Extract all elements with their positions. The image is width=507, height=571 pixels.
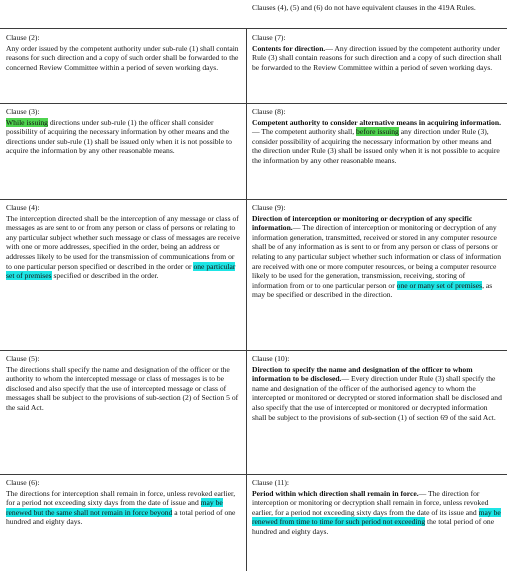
row-divider [0, 199, 507, 200]
clause-label: Clause (4): [6, 203, 40, 212]
clause-label: Clause (8): [252, 107, 286, 116]
clause-cell-left [6, 203, 242, 281]
clause-heading: Direction of interception or monitoring or decryption of any specific information. [252, 213, 473, 233]
table-note: Clauses (4), (5) and (6) do not have equivalent clauses in the 419A Rules. [252, 3, 476, 12]
clause-text: — The direction for interception or monitoring or decryption shall remain in force, unless revoked earlier, for a period not exceeding sixty days from the date of its issue and [252, 488, 489, 517]
highlighted-text: may be renewed but the same shall not remain in force beyond [6, 498, 223, 517]
clause-cell-right [252, 107, 502, 166]
clause-text: The directions shall specify the name and designation of the officer or the authority to whom the intercepted message or class of messages is to be disclosed and also specify that the use of intercepted message or class of messages shall be subject to the provisions of sub-section (2) of Section 5 of the said Act. [6, 364, 239, 412]
row-divider [0, 28, 507, 29]
clause-cell-left [6, 107, 242, 156]
row-divider [0, 103, 507, 104]
clause-text: any direction under Rule (3), consider possibility of acquiring the necessary information by other means and the direction under Rule (3) shall be issued only when it is not possible to acquire the information by any other reasonable means. [252, 127, 500, 165]
clause-body [6, 489, 235, 527]
clause-label: Clause (10): [252, 354, 290, 363]
clause-text: — The direction of interception or monitoring or decryption of any information generation, transmitted, received or stored in any computer resource shall be of any information as is sent to or from any person or class of persons or relating to any particular subject whether such information or class of information are received with one or more computer resources, or being a computer resource likely to be used for the generation, transmission, receiving, storing of information from or to one particular person or [252, 223, 502, 290]
row-divider [0, 474, 507, 475]
clause-text: the total period of one hundred and eighty days. [252, 517, 495, 536]
clause-text: , as may be specified or described in the direction. [252, 280, 493, 300]
clause-label: Clause (6): [6, 478, 40, 487]
clause-label: Clause (9): [252, 203, 286, 212]
clause-text: Any order issued by the competent authority under sub-rule (1) shall contain reasons for such direction and a copy of such order shall be forwarded to the concerned Review Committee within a period of seven working days. [6, 43, 239, 72]
clause-cell-right [252, 203, 502, 300]
clause-body [6, 118, 232, 156]
clause-label: Clause (2): [6, 33, 40, 42]
clause-cell-right [252, 33, 502, 72]
clause-text: a total period of one hundred and eighty days. [6, 507, 236, 527]
highlighted-text: While issuing [6, 117, 48, 127]
clause-body [6, 214, 240, 281]
row-divider [0, 350, 507, 351]
highlighted-text: one particular set of premises [6, 261, 236, 281]
clause-cell-left [6, 478, 242, 527]
clause-heading: Competent authority to consider alternative means in acquiring information. [252, 117, 501, 127]
column-divider [246, 28, 247, 571]
clause-body [252, 489, 501, 536]
clause-cell-right [252, 354, 502, 422]
clause-text: directions under sub-rule (1) the officer shall consider possibility of acquiring the necessary information by other means and the directions under sub-rule (1) shall be issued only when it is not possible to acquire the information by any other reasonable means. [6, 117, 232, 156]
clause-heading: Direction to specify the name and designation of the officer to whom information to be disclosed. [252, 364, 473, 384]
clause-text: — The competent authority shall, [252, 127, 357, 137]
clause-text: The interception directed shall be the interception of any message or class of messages as are sent to or from any person or class of persons or relating to any particular subject whether such message or class of messages are receive with one or more addresses, specified in the order, being an address or addresses likely to be used for the transmission of communications from or to one particular person specified or described in the order or [6, 213, 240, 271]
highlighted-text: before issuing [356, 127, 399, 137]
clause-heading: Contents for direction. [252, 43, 326, 53]
clause-text: — Every direction under Rule (3) shall specify the name and designation of the officer of the authorised agency to whom the intercepted or monitored or decrypted or stored information shall be disclosed and also specify that the use of intercepted or monitored or decrypted information shall be subject to the provisions of sub-section (1) of section 69 of the said Act. [252, 374, 502, 422]
clause-body [252, 44, 502, 72]
clause-text: — Any direction issued by the competent authority under Rule (3) shall contain reasons for such direction and a copy of such direction shall be forwarded to the Review Committee within a period of seven working days. [252, 43, 502, 72]
clause-body [252, 214, 501, 300]
clause-cell-left [6, 33, 242, 72]
clause-label: Clause (5): [6, 354, 40, 363]
clause-label: Clause (3): [6, 107, 40, 116]
highlighted-text: one or many set of premises [396, 280, 483, 290]
highlighted-text: may be renewed from time to time for such period not exceeding [252, 507, 501, 527]
clause-body [252, 365, 502, 422]
clause-label: Clause (7): [252, 33, 286, 42]
clause-text: specified or described in the order. [51, 271, 159, 281]
clause-body [252, 118, 501, 165]
clause-text: The directions for interception shall remain in force, unless revoked earlier, for a period not exceeding sixty days from the date of issue and [6, 488, 236, 508]
clause-label: Clause (11): [252, 478, 290, 487]
clause-heading: Period within which direction shall remain in force. [252, 488, 419, 498]
clause-cell-left [6, 354, 242, 413]
clause-body [6, 365, 238, 412]
clause-body [6, 44, 239, 72]
clause-cell-right [252, 478, 502, 537]
